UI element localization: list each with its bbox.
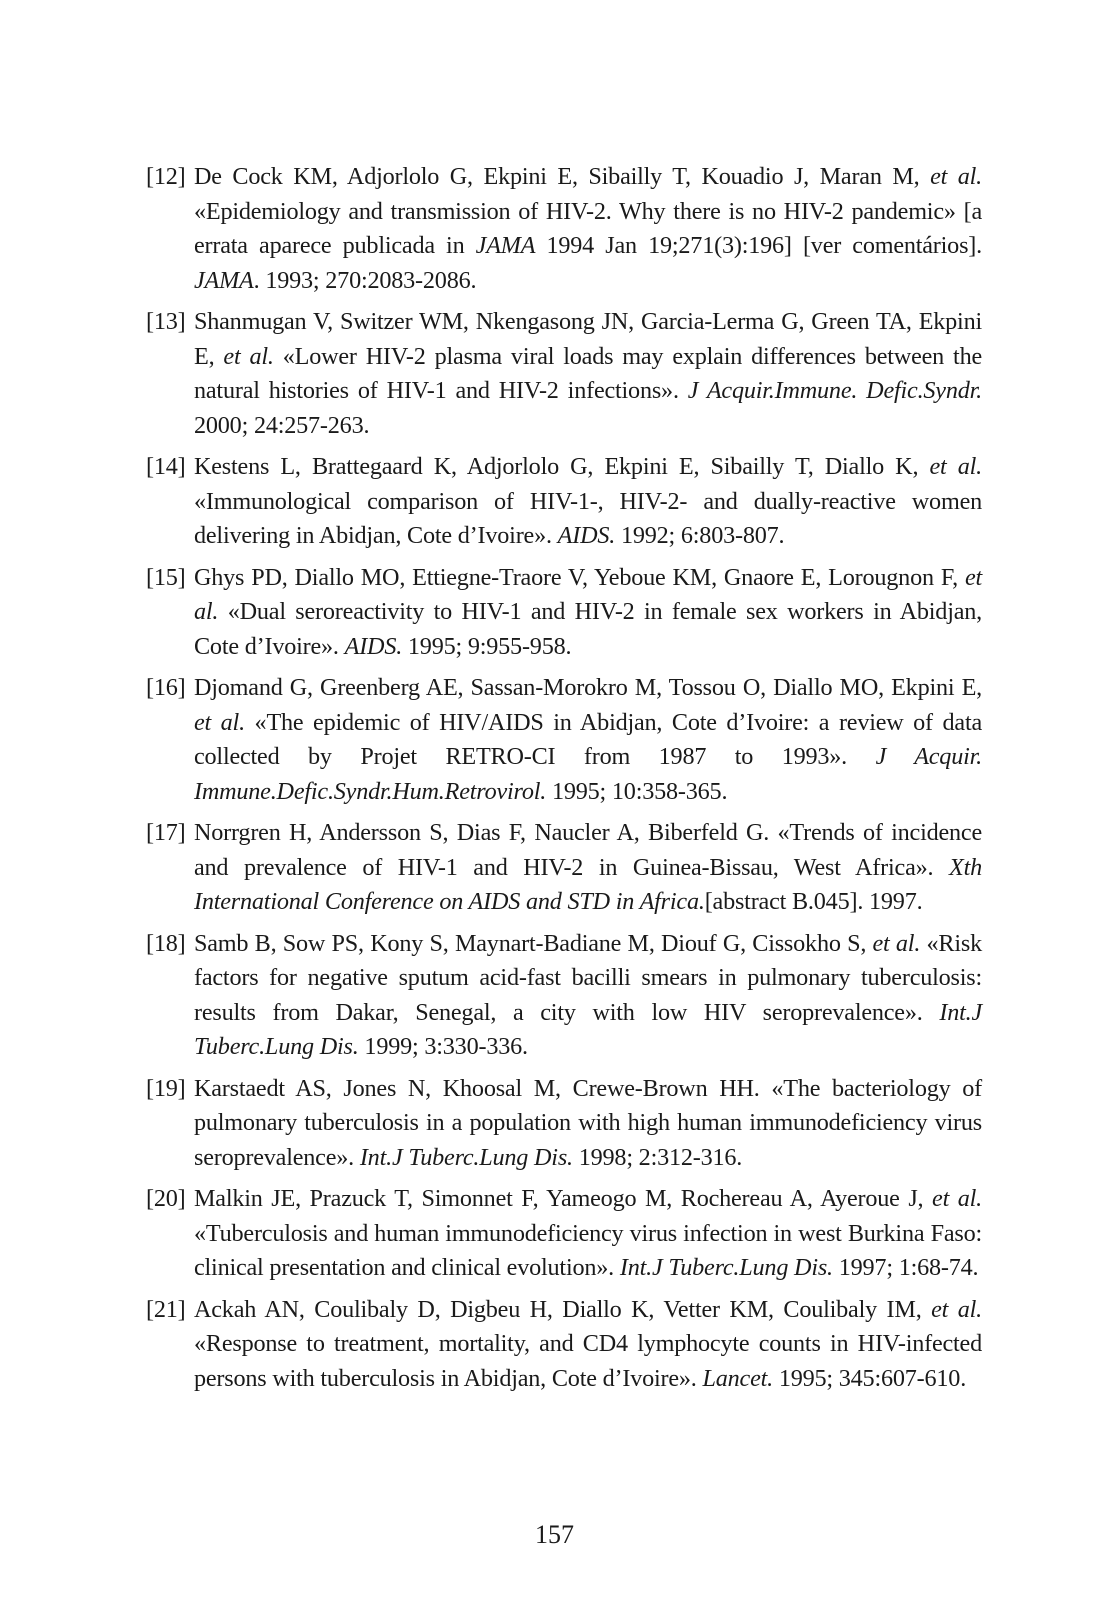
authors: Malkin JE, Prazuck T, Simonnet F, Yameogo M, Rochereau A, Ayeroue J, [194,1185,933,1212]
title: «Epidemiology and transmission of HIV-2. Why there is no HIV-2 pandemic» [a errata aparece publicada in [194,197,982,259]
reference-item [146,1072,982,1176]
reference-number: [16] [146,674,186,701]
reference-number: [15] [146,563,186,591]
authors: Ghys PD, Diallo MO, Ettiegne-Traore V, Yeboue KM, Gnaore E, Lorougnon F, [194,563,965,591]
title: «Risk factors for negative sputum acid-fast bacilli smears in pulmonary tuberculosis: results from Dakar, Senegal, a city with low HIV seroprevalence». [194,929,982,1026]
journal: JAMA [194,266,254,294]
authors: Shanmugan V, Switzer WM, Nkengasong JN, Garcia-Lerma G, Green TA, Ekpini E, [194,308,982,370]
et-al: et al. [194,563,982,625]
citation-details: 1998; 2:312-316. [572,1143,743,1171]
reference-text [194,1185,982,1281]
citation-details: 1995; 9:955-958. [402,632,572,660]
reference-list [146,160,982,1403]
reference-number: [19] [146,1074,186,1102]
reference-text [194,674,982,805]
reference-text [194,819,982,915]
journal: Int.J Tuberc.Lung Dis. [619,1254,833,1281]
citation-details: 2000; 24:257-263. [194,411,370,439]
page-number: 157 [535,1520,574,1549]
title: «Response to treatment, mortality, and CD4 lymphocyte counts in HIV-infected persons with tuberculosis in Abidjan, Cote d’Ivoire». [194,1330,982,1392]
et-al: et al. [929,453,982,480]
reference-text [194,930,982,1061]
et-al: et al. [931,1295,982,1323]
reference-number: [17] [146,819,186,846]
journal: JAMA [475,232,536,259]
authors: Ackah AN, Coulibaly D, Digbeu H, Diallo K, Vetter KM, Coulibaly IM, [194,1295,932,1323]
reference-item [146,816,982,920]
citation-details: [abstract B.045]. 1997. [704,888,923,915]
reference-number: [21] [146,1295,186,1323]
citation-details: 1997; 1:68-74. [832,1254,979,1281]
journal: AIDS. [557,522,616,549]
reference-text [194,163,982,294]
authors: Djomand G, Greenberg AE, Sassan-Morokro M, Tossou O, Diallo MO, Ekpini E, [194,674,982,701]
reference-item [146,927,982,1065]
reference-item [146,1182,982,1286]
journal: J Acquir.Immune. Defic.Syndr. [687,377,983,404]
title: «Lower HIV-2 plasma viral loads may explain differences between the natural histories of HIV-1 and HIV-2 infections». [194,342,982,404]
citation-details: 1992; 6:803-807. [615,522,785,549]
authors: De Cock KM, Adjorlolo G, Ekpini E, Sibailly T, Kouadio J, Maran M, [194,163,931,190]
citation-details: 1995; 10:358-365. [546,777,728,805]
reference-item [146,305,982,443]
title: «Tuberculosis and human immunodeficiency virus infection in west Burkina Faso: clinical presentation and clinical evolution». [194,1219,982,1281]
reference-number: [20] [146,1185,186,1212]
conference: Xth International Conference on AIDS and STD in Africa. [194,853,982,915]
journal: Int.J Tuberc.Lung Dis. [359,1143,573,1171]
authors: Samb B, Sow PS, Kony S, Maynart-Badiane M, Diouf G, Cissokho S, [194,929,873,957]
title: «The epidemic of HIV/AIDS in Abidjan, Cote d’Ivoire: a review of data collected by Projet RETRO-CI from 1987 to 1993». [194,708,983,770]
authors-and-title: Karstaedt AS, Jones N, Khoosal M, Crewe-Brown HH. «The bacteriology of pulmonary tuberculosis in a population with high human immunodeficiency virus seroprevalence». [194,1074,982,1171]
authors: Kestens L, Brattegaard K, Adjorlolo G, Ekpini E, Sibailly T, Diallo K, [194,453,930,480]
reference-item [146,671,982,809]
reference-text [194,1296,982,1392]
reference-text [194,564,982,660]
journal: Int.J Tuberc.Lung Dis. [194,998,982,1060]
reference-number: [12] [146,163,186,190]
reference-item [146,1293,982,1397]
title: «Dual seroreactivity to HIV-1 and HIV-2 in female sex workers in Abidjan, Cote d’Ivoire». [194,598,982,660]
reference-number: [13] [146,308,186,335]
et-al: et al. [872,929,921,957]
authors-and-title: Norrgren H, Andersson S, Dias F, Naucler A, Biberfeld G. «Trends of incidence and prevalence of HIV-1 and HIV-2 in Guinea-Bissau, West Africa». [194,819,982,881]
reference-item [146,450,982,554]
reference-item [146,160,982,298]
journal: J Acquir. Immune.Defic.Syndr.Hum.Retrovirol. [194,743,982,805]
journal: AIDS. [344,632,403,660]
et-al: et al. [932,1185,982,1212]
title: «Immunological comparison of HIV-1-, HIV-2- and dually-reactive women delivering in Abidjan, Cote d’Ivoire». [194,487,982,549]
et-al: et al. [223,342,274,370]
reference-text [194,453,982,549]
reference-text [194,1075,982,1171]
citation-details: 1995; 345:607-610. [772,1364,967,1392]
et-al: et al. [930,163,982,190]
journal: Lancet. [702,1364,773,1392]
citation-details: . 1993; 270:2083-2086. [253,266,477,294]
et-al: et al. [194,708,245,736]
errata-detail: 1994 Jan 19;271(3):196] [ver comentários]. [535,232,982,259]
reference-text [194,308,982,439]
reference-number: [14] [146,453,186,480]
citation-details: 1999; 3:330-336. [358,1033,528,1060]
reference-item [146,561,982,665]
reference-number: [18] [146,929,186,957]
